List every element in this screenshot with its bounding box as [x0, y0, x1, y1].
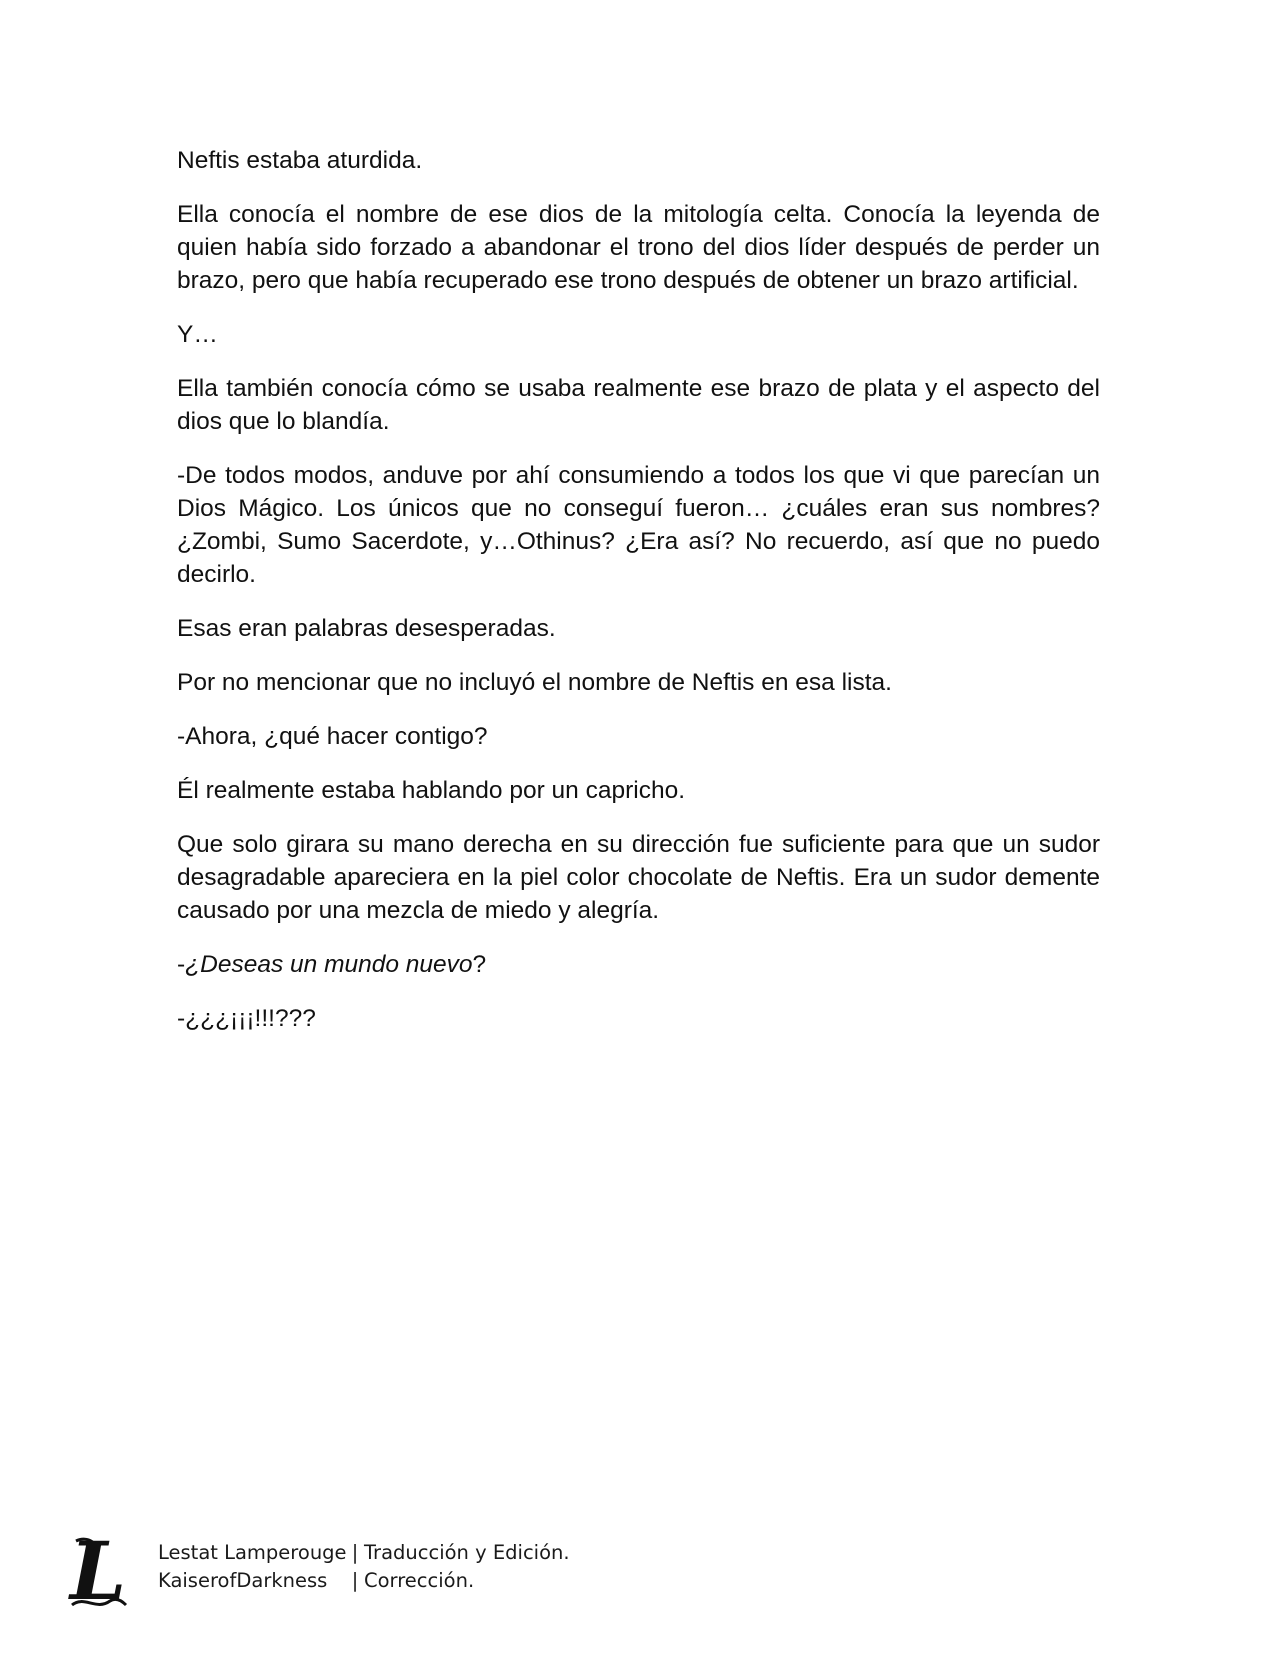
- italic-dialogue-line: [177, 948, 1100, 981]
- credit-row: [158, 1539, 570, 1567]
- paragraph: Que solo girara su mano derecha en su dirección fue suficiente para que un sudor desagradable apareciera en la piel color chocolate de Neftis. Era un sudor demente causado por una mezcla de miedo y alegría.: [177, 831, 1100, 924]
- credit-row: [158, 1567, 570, 1595]
- paragraph: -Ahora, ¿qué hacer contigo?: [177, 723, 488, 750]
- paragraph: Por no mencionar que no incluyó el nombre de Neftis en esa lista.: [177, 669, 892, 696]
- exclamation-line: -¿¿¿¡¡¡!!!???: [177, 1005, 316, 1032]
- credit-separator: |: [351, 1569, 359, 1592]
- document-body: [177, 144, 1100, 1056]
- paragraph: -De todos modos, anduve por ahí consumiendo a todos los que vi que parecían un Dios Mágico. Los únicos que no conseguí fueron… ¿cuáles eran sus nombres? ¿Zombi, Sumo Sacerdote, y…Othinus? ¿Era así? No recuerdo, así que no puedo decirlo.: [177, 462, 1100, 588]
- page-footer: [66, 1535, 766, 1615]
- credit-name: Lestat Lamperouge: [158, 1541, 347, 1564]
- paragraph: Esas eran palabras desesperadas.: [177, 615, 556, 642]
- credit-role: Corrección.: [364, 1569, 475, 1592]
- credit-separator: |: [351, 1541, 359, 1564]
- paragraph: Neftis estaba aturdida.: [177, 147, 423, 174]
- paragraph: Él realmente estaba hablando por un capricho.: [177, 777, 686, 804]
- paragraph: Ella también conocía cómo se usaba realmente ese brazo de plata y el aspecto del dios que lo blandía.: [177, 375, 1100, 435]
- dialogue-prefix: -: [177, 951, 186, 978]
- paragraph: Y…: [177, 321, 218, 348]
- credits: [158, 1539, 570, 1595]
- credit-name: KaiserofDarkness: [158, 1569, 328, 1592]
- logo-letter: L: [70, 1535, 127, 1613]
- dialogue-italic-text: ¿Deseas un mundo nuevo: [185, 951, 473, 978]
- dialogue-suffix: ?: [472, 951, 487, 978]
- gothic-letter-L-icon: [66, 1535, 128, 1613]
- paragraph: Ella conocía el nombre de ese dios de la mitología celta. Conocía la leyenda de quien había sido forzado a abandonar el trono del dios líder después de perder un brazo, pero que había recuperado ese trono después de obtener un brazo artificial.: [177, 201, 1100, 294]
- credit-role: Traducción y Edición.: [364, 1541, 570, 1564]
